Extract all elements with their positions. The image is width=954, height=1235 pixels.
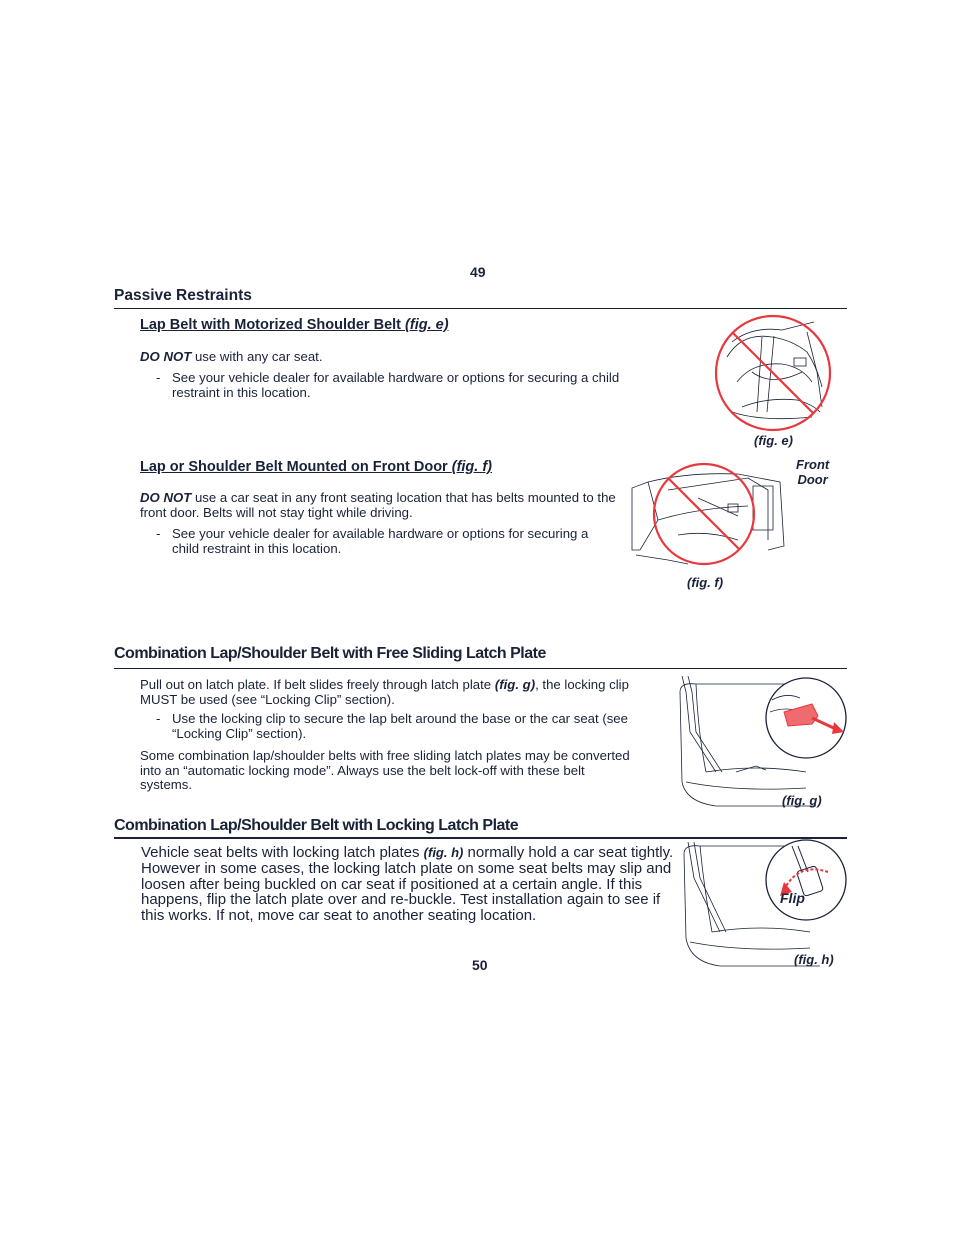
free-sliding-para2: Some combination lap/shoulder belts with free sliding latch plates may be converted into an “automatic locking mode”. Always use the belt lock-off with these belt systems.: [140, 748, 630, 792]
motorized-body: DO NOT use with any car seat.: [140, 349, 323, 364]
locking-paragraph: Vehicle seat belts with locking latch plates (fig. h) normally hold a car seat tightly. However in some cases, the locking latch plate on some seat belts may slip and loosen after being buckled on car seat if positioned at a certain angle. If this happens, flip the latch plate over and re-buckle. Test installation again to see if this works. If not, move car seat to another seating location.: [141, 844, 674, 925]
page-number-bottom: 50: [472, 957, 488, 973]
fig-g-caption: (fig. g): [782, 793, 822, 808]
page-number-top: 49: [470, 264, 486, 280]
fig-g-illustration: [676, 672, 850, 810]
section-heading-locking: Combination Lap/Shoulder Belt with Locking Latch Plate: [114, 817, 519, 834]
motorized-bullet: - See your vehicle dealer for available hardware or options for securing a child restraint in this location.: [156, 370, 620, 400]
subheading-front-door-belt: Lap or Shoulder Belt Mounted on Front Door (fig. f): [140, 459, 492, 475]
free-sliding-para1: Pull out on latch plate. If belt slides freely through latch plate (fig. g), the locking clip MUST be used (see “Locking Clip” section).: [140, 677, 629, 707]
fig-h-caption: (fig. h): [794, 952, 834, 967]
section-rule: [114, 668, 847, 669]
section-heading-passive-restraints: Passive Restraints: [114, 287, 252, 304]
section-rule: [114, 308, 847, 309]
front-door-label: Front Door: [796, 457, 830, 487]
subheading-motorized-belt: Lap Belt with Motorized Shoulder Belt (fig. e): [140, 317, 449, 333]
flip-label: Flip: [780, 890, 805, 906]
fig-h-illustration: [680, 838, 850, 970]
section-heading-free-sliding: Combination Lap/Shoulder Belt with Free Sliding Latch Plate: [114, 645, 546, 662]
fig-f-caption: (fig. f): [687, 575, 724, 590]
front-door-body: DO NOT use a car seat in any front seating location that has belts mounted to the front door. Belts will not stay tight while driving.: [140, 490, 616, 520]
front-door-bullet: - See your vehicle dealer for available hardware or options for securing a child restraint in this location.: [156, 526, 589, 556]
fig-e-illustration: [712, 312, 834, 436]
fig-f-illustration: [628, 460, 788, 568]
fig-e-caption: (fig. e): [754, 433, 793, 448]
free-sliding-bullet: - Use the locking clip to secure the lap belt around the base or the car seat (see “Locking Clip” section).: [156, 711, 628, 741]
